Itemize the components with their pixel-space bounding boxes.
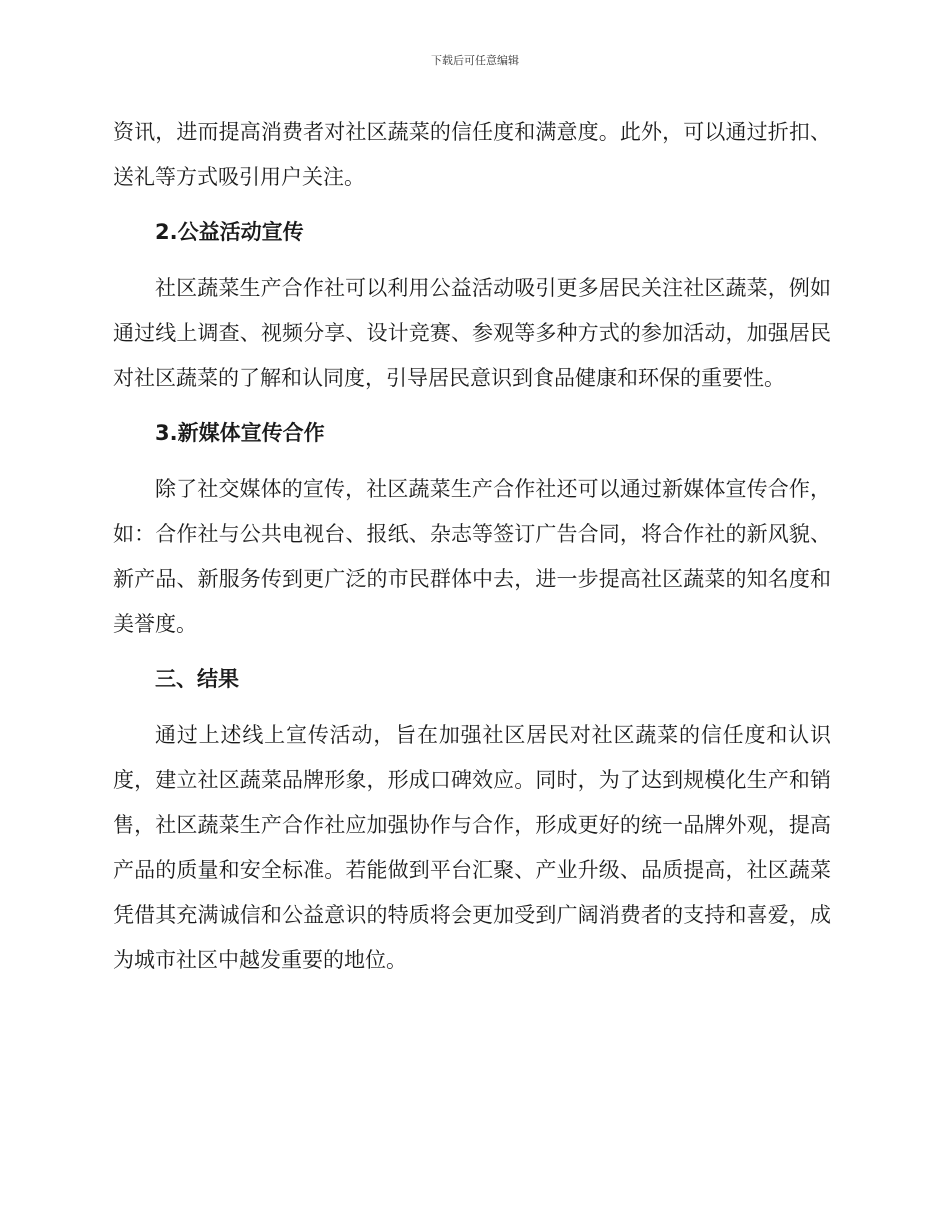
section-3-paragraph: 除了社交媒体的宣传，社区蔬菜生产合作社还可以通过新媒体宣传合作，如：合作社与公共电视台、报纸、杂志等签订广告合同，将合作社的新风貌、新产品、新服务传到更广泛的市民群体中去，进一步提高社区蔬菜的知名度和美誉度。	[113, 477, 831, 636]
section-2-paragraph: 社区蔬菜生产合作社可以利用公益活动吸引更多居民关注社区蔬菜，例如通过线上调查、视频分享、设计竞赛、参观等多种方式的参加活动，加强居民对社区蔬菜的了解和认同度，引导居民意识到食品健康和环保的重要性。	[113, 276, 831, 390]
results-paragraph: 通过上述线上宣传活动，旨在加强社区居民对社区蔬菜的信任度和认识度，建立社区蔬菜品牌形象，形成口碑效应。同时，为了达到规模化生产和销售，社区蔬菜生产合作社应加强协作与合作，形成更好的统一品牌外观，提高产品的质量和安全标准。若能做到平台汇聚、产业升级、品质提高，社区蔬菜凭借其充满诚信和公益意识的特质将会更加受到广阔消费者的支持和喜爱，成为城市社区中越发重要的地位。	[113, 723, 831, 972]
intro-paragraph: 资讯，进而提高消费者对社区蔬菜的信任度和满意度。此外，可以通过折扣、送礼等方式吸引用户关注。	[113, 120, 831, 189]
page-header: 下载后可任意编辑	[431, 54, 519, 67]
section-3-heading: 3.新媒体宣传合作	[155, 421, 325, 445]
results-heading: 三、结果	[155, 667, 239, 691]
document-body	[113, 110, 831, 983]
section-2-heading: 2.公益活动宣传	[155, 220, 304, 244]
